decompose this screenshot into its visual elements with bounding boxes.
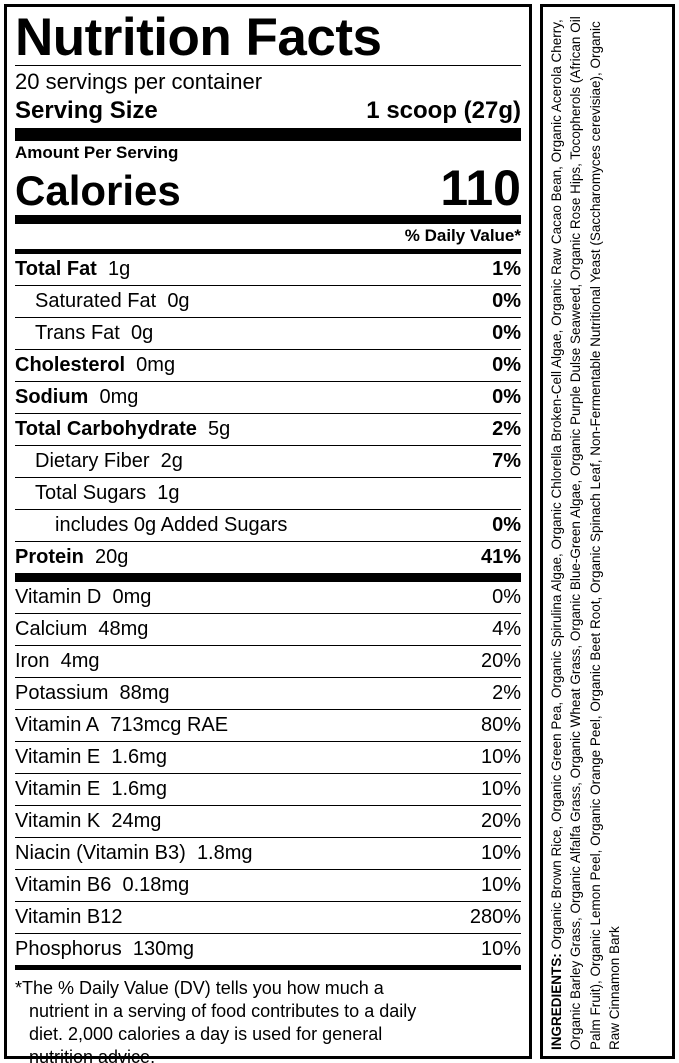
vitamin-daily-value: 2%: [492, 681, 521, 704]
vitamin-name-amount: [15, 778, 167, 801]
daily-value-footnote: [15, 970, 521, 1063]
daily-value-header: % Daily Value*: [404, 225, 521, 245]
vitamin-name: Vitamin E: [15, 745, 101, 768]
vitamin-amount: 1.8mg: [196, 841, 253, 864]
vitamin-amount: 0.18mg: [122, 873, 190, 896]
ingredients-rotated-block: [543, 7, 672, 1056]
calories-value: 110: [440, 159, 521, 216]
ingredients-text: [547, 13, 625, 1050]
nutrient-amount: 2g: [160, 449, 183, 472]
nutrient-amount: 1g: [107, 257, 131, 280]
nutrient-amount: 0g: [167, 289, 190, 312]
serving-size-value: 1 scoop (27g): [366, 96, 521, 124]
vitamin-daily-value: 10%: [480, 937, 521, 960]
vitamin-row: [15, 901, 521, 933]
vitamin-amount: 88mg: [119, 681, 170, 704]
nutrient-row: [15, 349, 521, 381]
nutrient-row: [15, 381, 521, 413]
nutrient-name: Total Sugars: [35, 481, 147, 504]
vitamin-name-amount: [15, 938, 194, 961]
vitamin-name: Iron: [15, 649, 50, 672]
vitamin-name-amount: [15, 746, 167, 769]
nutrient-daily-value: 0%: [492, 289, 521, 312]
nutrient-name: includes 0g Added Sugars: [55, 513, 288, 536]
vitamin-name-amount: [15, 618, 148, 641]
nutrient-daily-value: 1%: [492, 257, 521, 280]
nutrient-row: [15, 541, 521, 573]
footnote-line: *The % Daily Value (DV) tells you how much a: [15, 977, 384, 998]
vitamin-row: [15, 805, 521, 837]
nutrient-row: [15, 477, 521, 509]
nutrient-name-amount: [15, 546, 128, 569]
ingredients-body: Organic Brown Rice, Organic Green Pea, Organic Spirulina Algae, Organic Chlorella Broken-Cell Algae, Organic Raw Cacao Bean, Organic Acerola Cherry, Organic Barley Grass, Organic Alfalfa Grass, Organic Wheat Grass, Organic Blue-Green Algae, Organic Purple Dulse Seaweed, Organic Rose Hips, Tocopherols (African Oil Palm Fruit), Organic Lemon Peel, Organic Orange Peel, Organic Beet Root, Organic Spinach Leaf, Non-Fermentable Nutritional Yeast (Saccharomyces cerevisiae), Organic Raw Cinnamon Bark: [549, 16, 623, 1050]
nutrient-amount: 1g: [157, 481, 180, 504]
nutrient-name: Sodium: [15, 385, 89, 408]
nutrient-daily-value: 41%: [480, 545, 521, 568]
vitamin-name-amount: [15, 906, 122, 929]
nutrient-name: Dietary Fiber: [35, 449, 150, 472]
serving-size-row: [15, 96, 521, 128]
calories-row: [15, 159, 521, 216]
nutrient-name: Cholesterol: [15, 353, 126, 376]
vitamin-row: [15, 645, 521, 677]
vitamin-name-amount: [15, 650, 100, 673]
nutrient-row: [15, 254, 521, 285]
nutrient-daily-value: 0%: [492, 385, 521, 408]
vitamin-amount: 4mg: [60, 649, 100, 672]
nutrient-name-amount: [15, 354, 175, 377]
nutrient-rows: [15, 254, 521, 573]
vitamin-row: [15, 677, 521, 709]
ingredients-heading: INGREDIENTS:: [549, 953, 564, 1050]
vitamin-row: [15, 709, 521, 741]
nutrient-name: Saturated Fat: [35, 289, 157, 312]
servings-per-container: 20 servings per container: [15, 69, 263, 95]
vitamin-daily-value: 0%: [492, 585, 521, 608]
vitamin-daily-value: 10%: [480, 777, 521, 800]
vitamin-amount: 0mg: [112, 585, 152, 608]
vitamin-amount: 130mg: [132, 937, 195, 960]
vitamin-name: Potassium: [15, 681, 109, 704]
vitamin-amount: 1.6mg: [111, 745, 167, 768]
vitamin-name-amount: [15, 586, 151, 609]
page-title: Nutrition Facts: [15, 8, 382, 67]
vitamin-amount: 24mg: [111, 809, 162, 832]
vitamin-daily-value: 280%: [469, 905, 521, 928]
divider-heavy-vitamins: [15, 573, 521, 582]
amount-per-serving-label: Amount Per Serving: [15, 142, 179, 162]
ingredients-panel: [540, 4, 675, 1059]
vitamin-name: Vitamin B6: [15, 873, 112, 896]
nutrient-name-amount: [35, 322, 153, 345]
divider-heavy-calories: [15, 215, 521, 224]
nutrition-facts-panel: [4, 4, 532, 1063]
nutrient-name-amount: [35, 482, 180, 505]
nutrient-daily-value: 0%: [492, 321, 521, 344]
vitamin-daily-value: 4%: [492, 617, 521, 640]
nutrient-row: [15, 285, 521, 317]
vitamin-daily-value: 10%: [480, 873, 521, 896]
vitamin-row: [15, 613, 521, 645]
nutrient-name-amount: [15, 258, 130, 281]
nutrient-amount: 0g: [130, 321, 154, 344]
nutrient-amount: 0mg: [99, 385, 139, 408]
vitamin-name-amount: [15, 810, 161, 833]
nutrient-name-amount: [15, 386, 138, 409]
nutrient-row: [15, 317, 521, 349]
vitamin-amount: 713mcg RAE: [110, 713, 229, 736]
vitamin-row: [15, 933, 521, 965]
nutrient-row: [15, 445, 521, 477]
nutrient-name: Total Carbohydrate: [15, 417, 197, 440]
vitamin-name: Vitamin D: [15, 585, 102, 608]
footnote-line: nutrient in a serving of food contributes to a daily: [29, 1000, 417, 1021]
vitamin-daily-value: 20%: [480, 649, 521, 672]
vitamin-name-amount: [15, 682, 170, 705]
vitamin-name: Vitamin B12: [15, 905, 123, 928]
nutrient-name: Trans Fat: [35, 321, 120, 344]
vitamin-name-amount: [15, 714, 228, 737]
vitamin-name-amount: [15, 874, 189, 897]
nutrient-name: Protein: [15, 545, 84, 568]
nutrient-amount: 5g: [208, 417, 231, 440]
serving-size-label: Serving Size: [15, 96, 158, 124]
footnote-line: nutrition advice.: [29, 1046, 156, 1063]
nutrient-name-amount: [55, 514, 287, 537]
vitamin-daily-value: 20%: [480, 809, 521, 832]
footnote-line: diet. 2,000 calories a day is used for general: [29, 1023, 383, 1044]
nutrient-daily-value: 2%: [492, 417, 521, 440]
nutrient-amount: 0mg: [136, 353, 176, 376]
vitamin-name-amount: [15, 842, 253, 865]
nutrient-name: Total Fat: [15, 257, 97, 280]
nutrient-name-amount: [15, 418, 230, 441]
vitamin-row: [15, 773, 521, 805]
vitamin-name: Calcium: [15, 617, 88, 640]
nutrient-daily-value: 0%: [492, 353, 521, 376]
vitamin-name: Niacin (Vitamin B3): [15, 841, 186, 864]
vitamin-amount: 48mg: [98, 617, 149, 640]
nutrient-name-amount: [35, 290, 190, 313]
divider-heavy-top: [15, 128, 521, 141]
vitamin-daily-value: 80%: [480, 713, 521, 736]
vitamin-name: Vitamin E: [15, 777, 101, 800]
nutrient-row: [15, 413, 521, 445]
vitamin-name: Vitamin K: [15, 809, 101, 832]
nutrient-amount: 20g: [95, 545, 129, 568]
calories-label: Calories: [15, 166, 181, 214]
nutrient-name-amount: [35, 450, 183, 473]
nutrient-daily-value: 0%: [492, 513, 521, 536]
vitamin-daily-value: 10%: [480, 841, 521, 864]
vitamin-amount: 1.6mg: [111, 777, 167, 800]
vitamin-name: Phosphorus: [15, 937, 122, 960]
vitamin-row: [15, 582, 521, 613]
vitamin-row: [15, 837, 521, 869]
vitamin-row: [15, 741, 521, 773]
vitamin-daily-value: 10%: [480, 745, 521, 768]
vitamin-rows: [15, 582, 521, 965]
vitamin-name: Vitamin A: [15, 713, 100, 736]
vitamin-row: [15, 869, 521, 901]
nutrient-daily-value: 7%: [492, 449, 521, 472]
nutrient-row: [15, 509, 521, 541]
